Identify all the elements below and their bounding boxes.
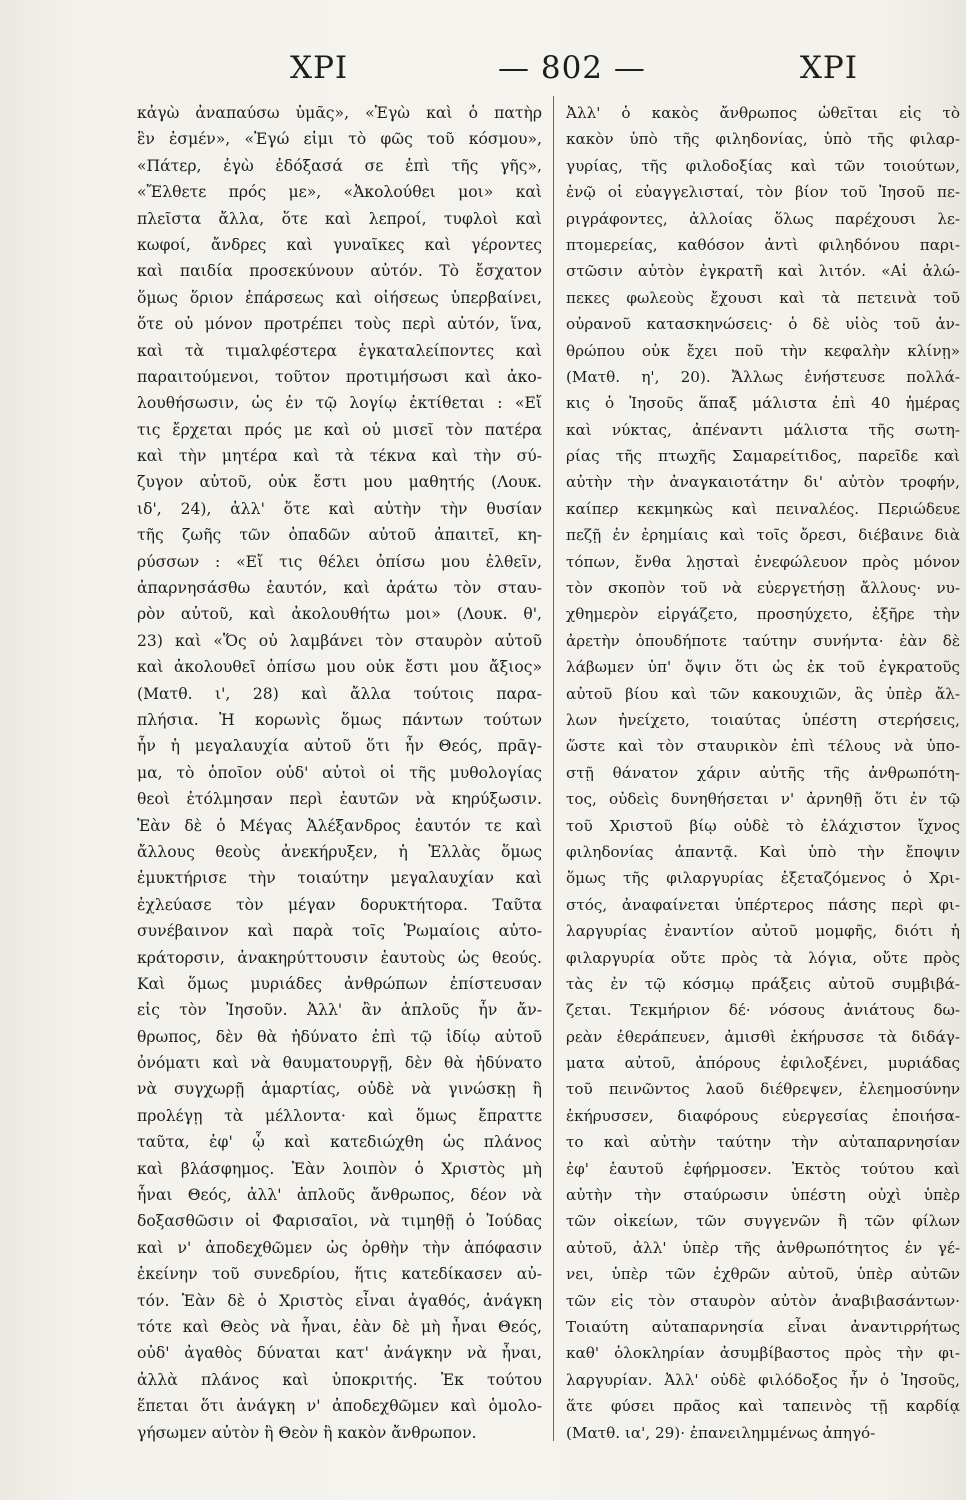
text-line: αὐτοῦ βίου καὶ τῶν κακουχιῶν, ἃς ὑπὲρ ἄλ- (566, 684, 960, 703)
text-line: νει, ὑπὲρ τῶν ἐχθρῶν αὐτοῦ, ὑπὲρ αὐτῶν (566, 1265, 960, 1284)
text-line: ἦν ἡ μεγαλαυχία αὐτοῦ ὅτι ἦν Θεός, πρᾶγ- (137, 737, 542, 756)
text-line: ὅμως ὅριον ἐπάρσεως καὶ οἰήσεως ὑπερβαίνει, (137, 288, 542, 307)
text-line: φιληδονίας ἀπαντᾷ. Καὶ ὑπὸ τὴν ἔποψιν (566, 842, 960, 861)
text-line: ζυγον αὐτοῦ, οὐκ ἔστι μου μαθητής (Λουκ. (137, 473, 542, 492)
text-line: αὐτὴν τὴν σταύρωσιν ὑπέστη οὐχὶ ὑπὲρ (566, 1186, 960, 1205)
text-line: χθημερὸν εἰργάζετο, προσηύχετο, ἐξῆρε τὴν (566, 605, 960, 624)
header-left-word: ΧΡΙ (290, 50, 349, 86)
text-line: ρεὰν ἐθεράπευεν, ἀμισθὶ ἐκήρυσσε τὰ διδάγ- (566, 1027, 960, 1046)
text-line: κωφοί, ἄνδρες καὶ γυναῖκες καὶ γέροντες (137, 235, 542, 254)
text-line: τὸν σκοπὸν τοῦ νὰ εὐεργετήσῃ ἄλλους· νυ- (566, 579, 960, 598)
text-line: καὶ τὰ τιμαλφέστερα ἐγκαταλείποντες καὶ (137, 341, 542, 360)
text-line: «Πάτερ, ἐγὼ ἐδόξασά σε ἐπὶ τῆς γῆς», (137, 156, 542, 175)
text-line: τόν. Ἐὰν δὲ ὁ Χριστὸς εἶναι ἀγαθός, ἀνάγκη (137, 1291, 542, 1310)
text-line: τος, οὐδεὶς δυνηθήσεται ν' ἀρνηθῇ ὅτι ἐν τῷ (566, 790, 960, 809)
text-line: 23) καὶ «Ὅς οὐ λαμβάνει τὸν σταυρὸν αὐτοῦ (137, 631, 542, 650)
text-line: καίπερ κεκμηκὼς καὶ πειναλέος. Περιώδευε (566, 499, 960, 518)
text-line: (Ματθ. ι', 28) καὶ ἄλλα τούτοις παρα- (137, 684, 542, 703)
text-line: τὰς ἐν τῷ κόσμῳ πράξεις αὐτοῦ συμβιβά- (566, 974, 960, 993)
text-line: καὶ βλάσφημος. Ἐὰν λοιπὸν ὁ Χριστὸς μὴ (137, 1159, 542, 1178)
text-line: ἄλλους θεοὺς ἀνεκήρυξεν, ἡ Ἑλλὰς ὅμως (137, 842, 542, 861)
text-line: ταῦτα, ἐφ' ᾧ καὶ κατεδιώχθη ὡς πλάνος (137, 1133, 542, 1152)
column-divider (553, 96, 554, 1441)
text-line: τότε καὶ Θεὸς νὰ ἦναι, ἐὰν δὲ μὴ ἦναι Θεός, (137, 1317, 542, 1336)
text-line: τόπων, ἔνθα λῃσταὶ ἐνεφώλευον πρὸς μόνον (566, 552, 960, 571)
text-line: τις ἔρχεται πρός με καὶ οὐ μισεῖ τὸν πατέρα (137, 420, 542, 439)
text-line: γήσωμεν αὐτὸν ἢ Θεὸν ἢ κακὸν ἄνθρωπον. (137, 1423, 477, 1442)
text-line: θρωπος, δὲν θὰ ἠδύνατο ἐπὶ τῷ ἰδίῳ αὐτοῦ (137, 1027, 542, 1046)
text-line: ρύσσων : «Εἴ τις θέλει ὀπίσω μου ἐλθεῖν, (137, 552, 542, 571)
text-line: πλεῖστα ἄλλα, ὅτε καὶ λεπροί, τυφλοὶ καὶ (137, 209, 542, 228)
text-line: στῶσιν αὐτὸν ἐγκρατῆ καὶ λιτόν. «Αἱ ἀλώ- (566, 262, 960, 281)
text-line: παραιτούμενοι, τοῦτον προτιμήσωσι καὶ ἀκο- (137, 367, 542, 386)
text-line: ὅμως τῆς φιλαργυρίας ἐξεταζόμενος ὁ Χρι- (566, 869, 960, 888)
text-line: αὐτὴν τὴν ἀναγκαιοτάτην δι' αὐτὸν τροφήν, (566, 473, 960, 492)
text-line: ματα αὐτοῦ, ἀπόρους ἐφιλοξένει, μυριάδας (566, 1054, 960, 1073)
running-head (128, 50, 888, 90)
header-right-word: ΧΡΙ (799, 50, 858, 86)
left-text-column (137, 100, 542, 1446)
text-line: τοῦ πεινῶντος λαοῦ διέθρεψεν, ἐλεημοσύνην (566, 1080, 960, 1099)
right-text-column (566, 100, 960, 1446)
text-line: ὅτε οὐ μόνον προτρέπει τοὺς περὶ αὐτόν, ἵνα, (137, 315, 542, 334)
text-line: ἀρετὴν ὁπουδήποτε ταύτην συνήντα· ἐὰν δὲ (566, 631, 960, 650)
text-line: καθ' ὁλοκληρίαν ἀσυμβίβαστος πρὸς τὴν φι- (566, 1344, 960, 1363)
text-line: Καὶ ὅμως μυριάδες ἀνθρώπων ἐπίστευσαν (137, 974, 542, 993)
text-line: οὐρανοῦ κατασκηνώσεις· ὁ δὲ υἱὸς τοῦ ἀν- (566, 315, 960, 334)
text-line: ἐμυκτήρισε τὴν τοιαύτην μεγαλαυχίαν καὶ (137, 869, 542, 888)
text-line: δοξασθῶσιν οἱ Φαρισαῖοι, νὰ τιμηθῇ ὁ Ἰούδας (137, 1212, 542, 1231)
text-line: οὐδ' ἀγαθὸς δύναται κατ' ἀνάγκην νὰ ἦναι, (137, 1344, 542, 1363)
text-line: στῇ θάνατον χάριν αὐτῆς τῆς ἀνθρωπότη- (566, 763, 960, 782)
text-line: λάβωμεν ὑπ' ὄψιν ὅτι ὡς ἐκ τοῦ ἐγκρατοῦς (566, 658, 960, 677)
text-line: το καὶ αὐτὴν ταύτην τὴν αὐταπαρνησίαν (566, 1133, 960, 1152)
text-line: ἓν ἐσμέν», «Ἐγώ εἰμι τὸ φῶς τοῦ κόσμου», (137, 130, 542, 149)
text-line: τῶν οἰκείων, τῶν συγγενῶν ἢ τῶν φίλων (566, 1212, 960, 1231)
text-line: τῆς ζωῆς τῶν ὀπαδῶν αὐτοῦ ἀπαιτεῖ, κη- (137, 526, 542, 545)
text-line: λουθήσωσιν, ὡς ἐν τῷ λογίῳ ἐκτίθεται : «Εἴ (137, 394, 542, 413)
text-line: κράτορσιν, ἀνακηρύττουσιν ἑαυτοὺς ὡς θεούς. (137, 948, 542, 967)
text-line: ἐχλεύασε τὸν μέγαν δορυκτήτορα. Ταῦτα (137, 895, 542, 914)
text-line: γυρίας, τῆς φιλοδοξίας καὶ τῶν τοιούτων, (566, 156, 960, 175)
text-line: κἀγὼ ἀναπαύσω ὑμᾶς», «Ἐγὼ καὶ ὁ πατὴρ (137, 104, 542, 122)
text-line: λαργυρίαν. Ἀλλ' οὐδὲ φιλόδοξος ἦν ὁ Ἰησοῦς, (566, 1370, 960, 1389)
text-line: ἦναι Θεός, ἀλλ' ἁπλοῦς ἄνθρωπος, δέον νὰ (137, 1186, 542, 1205)
text-line: στός, ἀναφαίνεται ὑπέρτερος πάσης περὶ φι- (566, 895, 960, 914)
text-line: καὶ παιδία προσεκύνουν αὐτόν. Τὸ ἔσχατον (137, 262, 542, 281)
text-line: ὀνόματι καὶ νὰ θαυματουργῇ, δὲν θὰ ἠδύνατο (137, 1054, 542, 1073)
text-line: προλέγῃ τὰ μέλλοντα· καὶ ὅμως ἔπραττε (137, 1106, 542, 1125)
text-line: νὰ συγχωρῇ ἁμαρτίας, οὐδὲ νὰ γινώσκῃ ἢ (137, 1080, 542, 1099)
text-line: τοῦ Χριστοῦ βίῳ οὐδὲ τὸ ἐλάχιστον ἴχνος (566, 816, 960, 835)
text-line: λων ἠνείχετο, τοιαύτας ὑπέστη στερήσεις, (566, 710, 960, 729)
text-line: ζεται. Τεκμήριον δέ· νόσους ἀνιάτους δω- (566, 1001, 960, 1020)
text-line: συνέβαινον καὶ παρὰ τοῖς Ῥωμαίοις αὐτο- (137, 922, 542, 941)
text-line: ἕπεται ὅτι ἀνάγκη ν' ἀποδεχθῶμεν καὶ ὁμολο- (137, 1397, 542, 1416)
text-line: (Ματθ. η', 20). Ἄλλως ἐνήστευσε πολλά- (566, 367, 960, 386)
text-line: θρώπου οὐκ ἔχει ποῦ τὴν κεφαλὴν κλίνῃ» (566, 341, 960, 360)
text-line: κις ὁ Ἰησοῦς ἅπαξ μάλιστα ἐπὶ 40 ἡμέρας (566, 394, 960, 413)
text-line: ἀπαρνησάσθω ἑαυτόν, καὶ ἀράτω τὸν σταυ- (137, 579, 542, 598)
text-line: Τοιαύτη αὐταπαρνησία εἶναι ἀναντιρρήτως (566, 1317, 960, 1336)
text-line: πτομερείας, καθόσον ἀντὶ φιληδόνου παρι- (566, 235, 960, 254)
page-number: — 802 — (498, 50, 646, 86)
text-line: ιδ', 24), ἀλλ' ὅτε καὶ αὐτὴν τὴν θυσίαν (137, 499, 542, 518)
text-line: τῶν εἰς τὸν σταυρὸν αὐτὸν ἀναβιβασάντων· (566, 1291, 960, 1310)
text-line: καὶ νύκτας, ἀπέναντι μάλιστα τῆς σωτη- (566, 420, 960, 439)
text-line: εἰς τὸν Ἰησοῦν. Ἀλλ' ἂν ἁπλοῦς ἦν ἄν- (137, 1001, 542, 1020)
text-line: μα, τὸ ὁποῖον οὐδ' αὐτοὶ οἱ τῆς μυθολογίας (137, 763, 542, 782)
text-line: ριγράφοντες, ἀλλοίας ὅλως παρέχουσι λε- (566, 209, 960, 228)
text-line: κακὸν ὑπὸ τῆς φιληδονίας, ὑπὸ τῆς φιλαρ- (566, 130, 960, 149)
text-line: (Ματθ. ια', 29)· ἐπανειλημμένως ἀπηγό- (566, 1423, 876, 1442)
text-line: Ἀλλ' ὁ κακὸς ἄνθρωπος ὠθεῖται εἰς τὸ (566, 104, 960, 122)
text-line: πεκες φωλεοὺς ἔχουσι καὶ τὰ πετεινὰ τοῦ (566, 288, 960, 307)
text-line: ὥστε καὶ τὸν σταυρικὸν ἐπὶ τέλους νὰ ὑπο- (566, 737, 960, 756)
text-line: πεζῇ ἐν ἐρημίαις καὶ τοῖς ὄρεσι, διέβαινε διὰ (566, 526, 960, 545)
text-line: καὶ τὴν μητέρα καὶ τὰ τέκνα καὶ τὴν σύ- (137, 447, 542, 466)
text-line: καὶ ν' ἀποδεχθῶμεν ὡς ὀρθὴν τὴν ἀπόφασιν (137, 1238, 542, 1257)
text-line: πλήσια. Ἡ κορωνὶς ὅμως πάντων τούτων (137, 710, 542, 729)
text-line: λαργυρίας ἐναντίον αὐτοῦ μομφῆς, διότι ἡ (566, 922, 960, 941)
text-line: «Ἔλθετε πρός με», «Ἀκολούθει μοι» καὶ (137, 183, 542, 202)
text-line: ἀλλὰ πλάνος καὶ ὑποκριτής. Ἐκ τούτου (137, 1370, 542, 1389)
text-line: ἐκείνην τοῦ συνεδρίου, ἥτις κατεδίκασεν αὐ- (137, 1265, 542, 1284)
text-line: Ἐὰν δὲ ὁ Μέγας Ἀλέξανδρος ἑαυτόν τε καὶ (137, 816, 542, 835)
text-line: ρὸν αὐτοῦ, καὶ ἀκολουθήτω μοι» (Λουκ. θ', (137, 605, 542, 624)
text-line: ἐφ' ἑαυτοῦ ἐφήρμοσεν. Ἐκτὸς τούτου καὶ (566, 1159, 960, 1178)
text-line: ρίας τῆς πτωχῆς Σαμαρείτιδος, παρεῖδε καὶ (566, 447, 960, 466)
text-line: θεοὶ ἐτόλμησαν περὶ ἑαυτῶν νὰ κηρύξωσιν. (137, 790, 542, 809)
text-line: αὐτοῦ, ἀλλ' ὑπὲρ τῆς ἀνθρωπότητος ἐν γέ- (566, 1238, 960, 1257)
text-line: ἐκήρυσσεν, διαφόρους εὐεργεσίας ἐποιήσα- (566, 1106, 960, 1125)
text-line: ἅτε φύσει πρᾶος καὶ ταπεινὸς τῇ καρδίᾳ (566, 1397, 960, 1416)
text-line: φιλαργυρία οὔτε πρὸς τὰ λόγια, οὔτε πρὸς (566, 948, 960, 967)
text-line: ἐνῷ οἱ εὐαγγελισταί, τὸν βίον τοῦ Ἰησοῦ πε- (566, 183, 960, 202)
text-line: καὶ ἀκολουθεῖ ὀπίσω μου οὐκ ἔστι μου ἄξιος» (137, 658, 542, 677)
